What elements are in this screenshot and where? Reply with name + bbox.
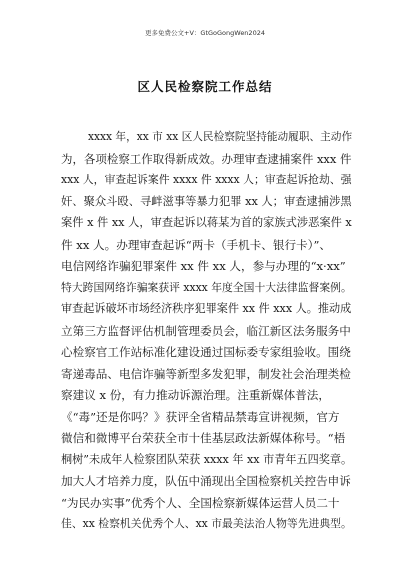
document-title: 区人民检察院工作总结 bbox=[137, 79, 273, 94]
body-line-3: xxx 人，审查起诉案件 xxxx 件 xxxx 人；审查起诉抢劫、强 bbox=[61, 173, 352, 186]
body-line-1: xxxx 年，xx 市 xx 区人民检察院坚持能动履职、主动作 bbox=[88, 130, 353, 143]
body-line-12: 寄递毒品、电信诈骗等新型多发犯罪，制发社会治理类检 bbox=[61, 366, 351, 381]
body-line-15: 微信和微博平台荣获全市十佳基层政法新媒体称号。“梧 bbox=[61, 431, 346, 445]
body-line-17: 加大人才培养力度，队伍中涌现出全国检察机关控告申诉 bbox=[61, 474, 351, 488]
body-line-2: 为，各项检察工作取得新成效。办理审查逮捕案件 xxx 件 bbox=[61, 151, 352, 166]
body-line-4: 奸、聚众斗殴、寻衅滋事等暴力犯罪 xx 人；审查逮捕涉黑 bbox=[61, 194, 352, 208]
body-line-8: 特大跨国网络诈骗案获评 xxxx 年度全国十大法律监督案例。 bbox=[61, 280, 352, 294]
body-line-11: 心检察官工作站标准化建设通过国标委专家组验收。围绕 bbox=[61, 345, 351, 359]
body-line-10: 立第三方监督评估机制管理委员会，临江新区法务服务中 bbox=[61, 323, 351, 338]
body-line-5: 案件 x 件 xx 人，审查起诉以蒋某为首的家族式涉恶案件 x bbox=[61, 216, 352, 229]
body-line-13: 察建议 x 份，有力推动诉源治理。注重新媒体普法， bbox=[61, 388, 330, 402]
body-line-16: 桐树”未成年人检察团队荣获 xxxx 年 xx 市青年五四奖章。 bbox=[61, 452, 353, 466]
body-line-14: 《“毒”还是你吗？》获评全省精品禁毒宣讲视频，官方 bbox=[61, 409, 340, 424]
header-note: 更多免费公文+V：GtGoGongWen2024 bbox=[145, 29, 265, 37]
body-line-7: 电信网络诈骗犯罪案件 xx 件 xx 人，参与办理的“x·xx” bbox=[61, 259, 346, 273]
body-line-9: 审查起诉破坏市场经济秩序犯罪案件 xx 件 xxx 人。推动成 bbox=[61, 302, 352, 315]
body-line-6: 件 xx 人。办理审查起诉“两卡（手机卡、银行卡）”、 bbox=[61, 237, 331, 252]
body-line-19: 佳、xx 检察机关优秀个人、xx 市最美法治人物等先进典型。 bbox=[61, 517, 352, 530]
body-line-18: “为民办实事”优秀个人、全国检察新媒体运营人员二十 bbox=[61, 495, 340, 510]
